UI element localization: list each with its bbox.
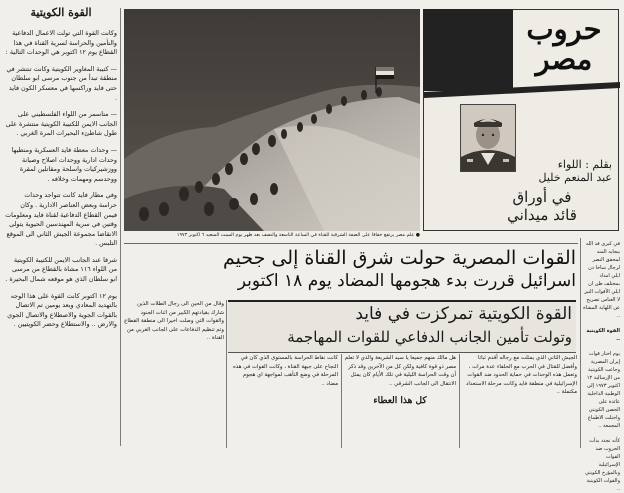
secondary-headline-line1: القوة الكويتية تمركزت في فايد [355, 304, 572, 324]
body-paragraph: الجيش الثاني الذي يمثلت مع رجاله أقدم ثباتا وأفضل للقتال في الحرب مع الحلفاء عدة مرات ، وتعمل هذه الوحدات في حماية الحدود ضد القوات الإسرائيلية في منطقة فايد وكانت مرحلة الاستعداد مكتملة .. [466, 355, 577, 396]
column-divider [341, 354, 342, 448]
series-subtitle [472, 188, 612, 224]
main-headline [124, 246, 576, 292]
main-headline-line1: القوات المصرية حولت شرق القناة إلى جحيم [223, 247, 576, 269]
author-name: عبد المنعم خليل [538, 171, 612, 184]
body-column-b [344, 354, 456, 448]
left-column [5, 4, 117, 448]
secondary-headline-box [228, 300, 576, 353]
secondary-headline-line2: وتولت تأمين الجانب الدفاعي للقوات المهاجمة [287, 328, 572, 346]
byline [462, 158, 612, 184]
body-subheading: كل هذا العطاء [373, 396, 427, 407]
left-paragraph: وكانت القوة التي تولت الاعمال الدفاعية والتأمين والحراسة لسرية القناة في هذا القطاع يوم ١٢ اكتوبر هي الوحدات التالية : [5, 29, 117, 57]
crossing-photo-image [124, 9, 420, 231]
body-column-c [230, 354, 338, 448]
right-subheading: القوة الكويتية .. [586, 328, 620, 342]
byline-prefix: بقلم : اللواء [557, 158, 612, 171]
left-paragraph: — كتيبة المغاوير الكويتية وكانت تنتشر في منطقة تبدأ من جنوب مرسى ابو سلطان حتى فايد وراكسها في معسكر الكون فايد . [6, 64, 117, 102]
title-divider-stripe [424, 82, 620, 100]
left-paragraph: — متاسمر من اللواء الفلسطيني على الجانب الايمن للكتيبة الكويتية منتشرة على طول شاطئء البحيرات المرة الغربي . [5, 110, 117, 138]
right-paragraph: كأنه تجدد بدأت الحروب ضد القوات الإسرائيلية وبالمؤرخ الكويتي والقوات الكويتية .. [585, 438, 620, 492]
column-divider [459, 354, 460, 448]
canal-crossing-photo [124, 9, 420, 231]
subtitle-line2: قائد ميداني [507, 206, 577, 224]
main-headline-line2: اسرائيل قررت بدء هجومها المضاد يوم ١٨ اكتوبر [237, 271, 576, 291]
body-paragraph: هل مالك منهم جميعا يا سيد الشريعة والذي لا تعلم مصر ذو قوة كافية ولكن كل من الآخرين وقد ذكر أن وقت الحراسة الليلية في تلك الأيام كان يمثل الانتقال الى الجانب الشرقي .. [344, 355, 456, 387]
series-title [510, 14, 618, 74]
section-rule [124, 243, 578, 244]
left-column-body [5, 29, 117, 330]
right-paragraph: في كبرى قد الله بيجايه المنه لمحقق النصر لرجال ساخا دن ايلي امداد بمختلف ظن ان ايلي الأقوات التيز لا العباس تصريح عن اللهاية المشاة .. [583, 241, 620, 319]
title-banner [423, 9, 513, 91]
left-column-heading: القوة الكويتية [30, 6, 92, 19]
column-divider [226, 300, 227, 448]
left-paragraph: يوم ١٢ اكتوبر كانت القوة على هذا الوجه بالتهديد المعادي وبعد يومين تم الاتصال بالقوات الجوية والاصطلاع والاتصال الجوي والارض .. والاستطلاع وحضر الكويتيين . [7, 291, 117, 329]
body-paragraph: وقال من الحين الى رجال الطلات الذين شارك بقيادتهم الكبير من اثنات الجنود والقوات التي وصلت اخيرا الى منطقة القطاع وتم تنظيم الدفاعات على الجانب الغربي من القناة .. [124, 301, 224, 342]
left-paragraph: — وحدات معطة فايد العسكرية ومنطيها وحدات ادارية ووحدات اصلاح وصيانة ووزشيركيات واسلحة ومقاتلين لمقرة ووحدسم ومهمات وخلافه . [11, 145, 117, 183]
series-title-line2: مصر [535, 42, 593, 76]
body-column-d [124, 300, 224, 448]
left-paragraph: وفي مطار فايد كانت تتواجد وحدات حراسة وبعض العناصر الادارية . وكان فيمن القطاع الدفاعية لقناة فايد ومعلومات وقتين في سرية المهندسين الحيوية يتولى الانقاضا مجموعة الجيش الثاني الى الموقع التلبس . [5, 191, 117, 248]
column-divider [580, 238, 581, 448]
series-title-line1: حروب [526, 12, 602, 46]
series-title-box [423, 9, 619, 231]
column-divider [120, 8, 121, 446]
right-column [583, 240, 620, 492]
body-column-a [462, 354, 577, 448]
photo-caption: ● علم مصر يرتفع خفاقا على الضفة الشرقية للقناة في الساعة التاسعة والنصف بعد ظهر يوم السبت السعيد ٦ اكتوبر ١٩٧٣ [176, 233, 420, 238]
subtitle-line1: في أوراق [512, 188, 572, 206]
right-paragraph: يوم اختار قوات إيران المصرية وجاعت الكويتية من الإرسالية ١٢ اكتوبر ١٩٧٣ إلى الوطنية الداخلية عائدة على الحصن الكويتي واحتلت الاطماع المجمعة .. [586, 351, 620, 429]
left-paragraph: شرقا عند الجانب الايمن للكتيبة الكويتية من اللواء ١١٦ مشاة بالقطاع من مرسى ابو سلطان الذي هو موقعه شمال البحيرة . [5, 255, 117, 284]
body-paragraph: كانت نقاط الحراسة بالمستوى الذي كان في النجاح على جبهة القناة ، وكانت القوات في هذه المرحلة في وضع التأهب لمواجهة اي هجوم مضاد .. [232, 355, 338, 387]
